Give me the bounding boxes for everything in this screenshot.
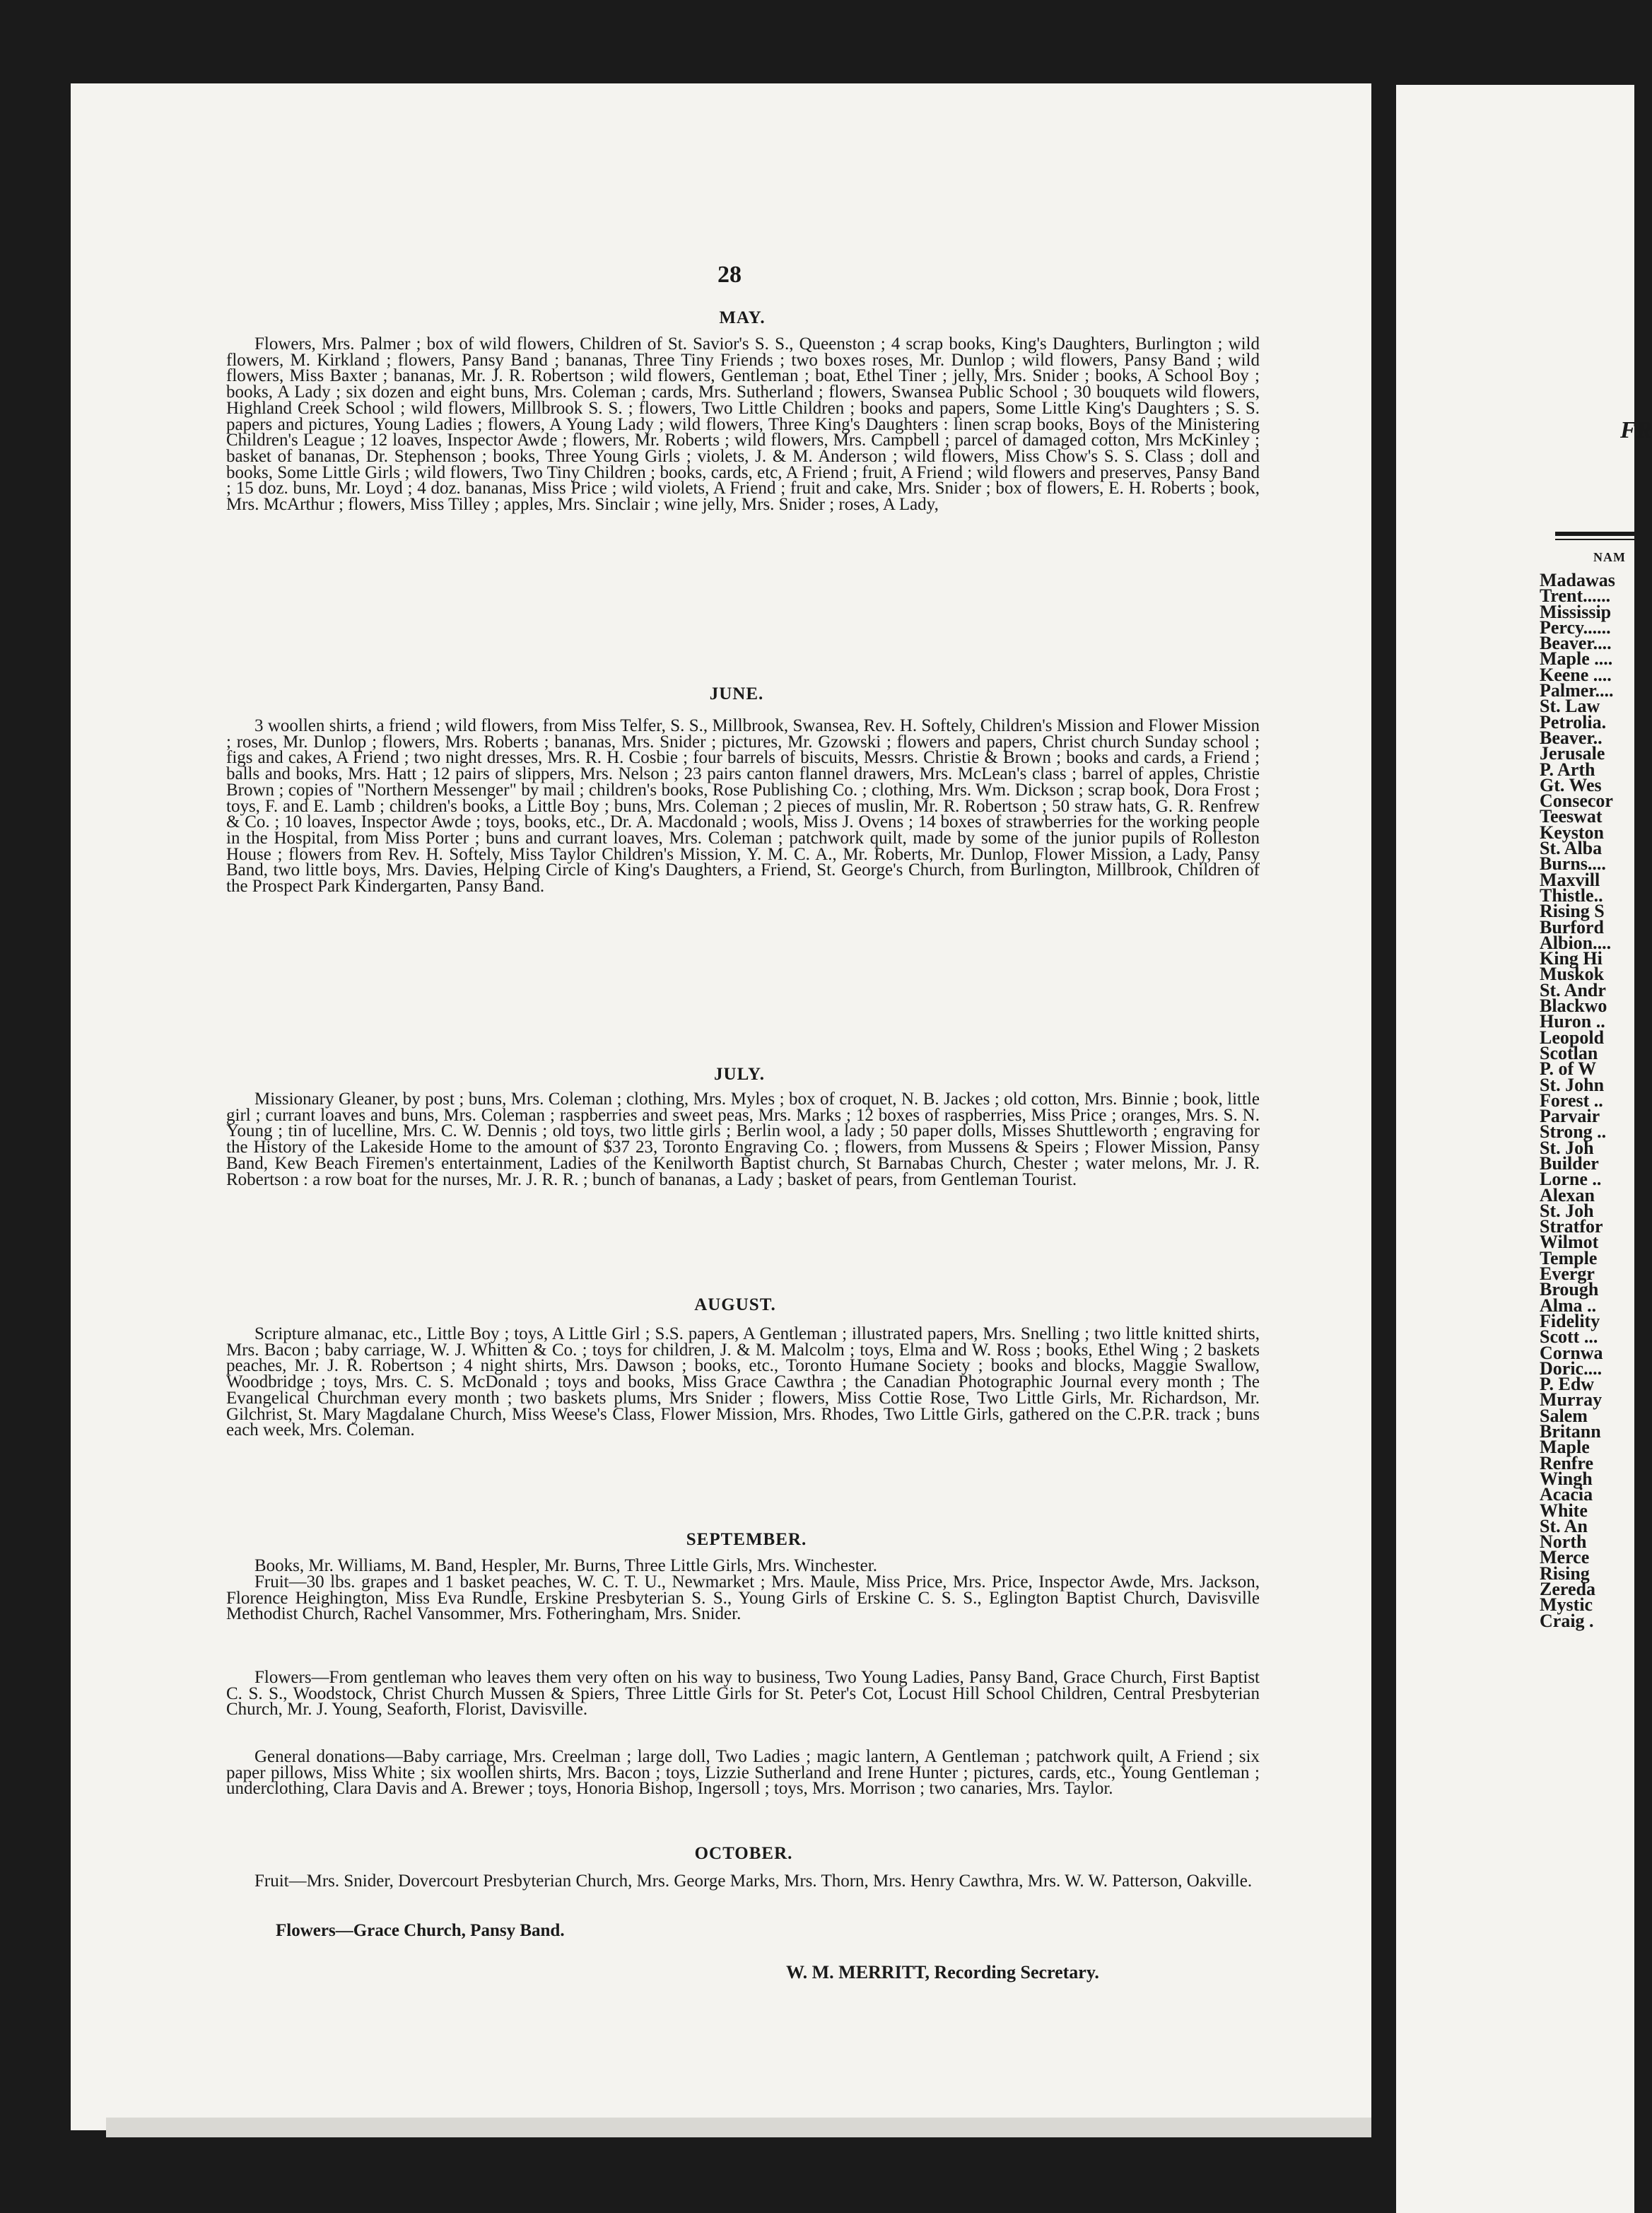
name-list-item: P. Arth <box>1540 759 1595 780</box>
name-list-item: Craig . <box>1540 1610 1594 1631</box>
name-list-item: Salem <box>1540 1405 1588 1426</box>
name-list-item: Palmer.... <box>1540 680 1614 701</box>
name-list-item: Consecor <box>1540 790 1613 812</box>
august-paragraph: Scripture almanac, etc., Little Boy ; toys, A Little Girl ; S.S. papers, A Gentleman ; illustrated papers, Mrs. Snelling ; two little knitted shirts, Mrs. Bacon ; baby carriage, W. J. Whitten & Co. ; toys for children, J. & M. Malcolm ; toys, Elma and W. Ross ; books, Ethel Wing ; 2 baskets peaches, Mr. J. R. Robertson ; 4 night shirts, Mrs. Dawson ; books, etc., Toronto Humane Society ; books and blocks, Maggie Swallow, Woodbridge ; toys, Mrs. C. S. McDonald ; toys and books, Miss Grace Cawthra ; the Canadian Photographic Journal every month ; The Evangelical Churchman every month ; two baskets plums, Mrs Snider ; flowers, Miss Cottie Rose, Two Little Girls, Mr. Richardson, Mr. Gilchrist, St. Mary Magdalane Church, Miss Weese's Class, Flower Mission, Mrs. Rhodes, Two Little Girls, gathered on the C.P.R. track ; buns each week, Mrs. Coleman. <box>226 1324 1260 1440</box>
name-list-item: Scotlan <box>1540 1042 1598 1063</box>
name-list-item: Maxvill <box>1540 869 1600 890</box>
name-list-item: Britann <box>1540 1421 1601 1442</box>
month-heading-october: OCTOBER. <box>694 1844 793 1863</box>
name-list-item: Builder <box>1540 1152 1599 1174</box>
name-list-item: St. Law <box>1540 696 1600 717</box>
name-list-item: Keene .... <box>1540 664 1612 685</box>
name-list-item: Maple .... <box>1540 648 1613 670</box>
october-paragraph-fruit: Fruit—Mrs. Snider, Dovercourt Presbyterian Church, Mrs. George Marks, Mrs. Thorn, Mrs. Henry Cawthra, Mrs. W. W. Patterson, Oakville. <box>254 1872 1253 1891</box>
name-list-item: Merce <box>1540 1547 1590 1568</box>
name-list-item: Trent...... <box>1540 585 1611 607</box>
name-list-item: Cornwa <box>1540 1342 1603 1363</box>
name-list-item: P. Edw <box>1540 1374 1595 1395</box>
june-paragraph: 3 woollen shirts, a friend ; wild flowers, from Miss Telfer, S. S., Millbrook, Swansea, Rev. H. Softely, Children's Mission and Flower Mission ; roses, Mr. Dunlop ; flowers, Mrs. Roberts ; bananas, Mrs. Snider ; pictures, Mr. Gzowski ; flowers and papers, Christ church Sunday school ; figs and cakes, A Friend ; two night dresses, Mrs. R. H. Cosbie ; four barrels of biscuits, Messrs. Christie & Brown ; books and cards, a Friend ; balls and books, Mrs. Hatt ; 12 pairs of slippers, Mrs. Nelson ; 23 pairs canton flannel drawers, Mrs. McLean's class ; barrel of apples, Christie Brown ; copies of "Northern Messenger" by mail ; children's books, Rose Publishing Co. ; clothing, Mrs. Wm. Dickson ; scrap book, Dora Frost ; toys, F. and E. Lamb ; children's books, a Little Boy ; buns, Mrs. Coleman ; 2 pieces of muslin, Mr. R. Robertson ; 50 straw hats, G. R. Renfrew & Co. ; 10 loaves, Inspector Awde ; toys, books, etc., Dr. A. Macdonald ; wools, Miss J. Ovens ; 14 boxes of strawberries for the working people in the Hospital, from Miss Porter ; buns and currant loaves, Mrs. Coleman ; patchwork quilt, made by some of the junior pupils of Rolleston House ; flowers from Rev. H. Softely, Miss Taylor Children's Mission, Y. M. C. A., Mr. Roberts, Mr. Dunlop, Flower Mission, a Lady, Pansy Band, two little boys, Mrs. Davies, Helping Circle of King's Daughters, a Friend, St. George's Church, from Burlington, Millbrook, Children of the Prospect Park Kindergarten, Pansy Band. <box>226 716 1260 897</box>
name-list-item: Parvair <box>1540 1106 1600 1127</box>
name-list-item: Strong .. <box>1540 1121 1607 1143</box>
september-paragraph-fruit: Fruit—30 lbs. grapes and 1 basket peaches, W. C. T. U., Newmarket ; Mrs. Maule, Miss Price, Mrs. Price, Inspector Awde, Mrs. Jackson, Florence Heighington, Miss Eva Rundle, Erskine Presbyterian S. S., Young Girls of Erskine C. S. S., Eglington Baptist Church, Davisville Methodist Church, Rachel Vansommer, Mrs. Fotheringham, Mrs. Snider. <box>226 1572 1260 1624</box>
name-list-item: Teeswat <box>1540 806 1603 827</box>
name-list-item: Madawas <box>1540 570 1615 590</box>
month-heading-may: MAY. <box>719 308 766 327</box>
right-page-name-list <box>1540 570 1615 1631</box>
page-number: 28 <box>717 262 742 288</box>
name-list-item: Burford <box>1540 916 1604 938</box>
name-list-item: Leopold <box>1540 1027 1605 1048</box>
name-list-item: St. John <box>1540 1074 1605 1095</box>
name-list-item: Beaver.. <box>1540 727 1603 748</box>
name-list-item: St. Joh <box>1540 1200 1594 1221</box>
name-list-item: Acacia <box>1540 1484 1593 1505</box>
name-list-item: North <box>1540 1531 1587 1553</box>
right-page-rule <box>1555 532 1634 536</box>
name-list-item: Albion.... <box>1540 932 1612 953</box>
month-heading-july: JULY. <box>714 1065 765 1084</box>
right-page-header: FR <box>1620 417 1652 443</box>
name-list-item: St. Andr <box>1540 979 1606 1000</box>
name-list-item: Jerusale <box>1540 743 1605 764</box>
month-heading-june: JUNE. <box>709 684 764 703</box>
name-list-item: St. An <box>1540 1515 1588 1536</box>
name-list-item: Maple <box>1540 1437 1590 1458</box>
name-list-item: Keyston <box>1540 822 1604 843</box>
name-list-item: Blackwo <box>1540 995 1607 1017</box>
name-list-item: Alma .. <box>1540 1295 1597 1316</box>
name-list-item: Thistle.. <box>1540 884 1603 906</box>
right-page-rule-thin <box>1555 539 1634 540</box>
name-list-item: Gt. Wes <box>1540 774 1602 795</box>
july-paragraph: Missionary Gleaner, by post ; buns, Mrs. Coleman ; clothing, Mrs. Myles ; box of croquet, N. B. Jackes ; old cotton, Mrs. Binnie ; book, little girl ; currant loaves and buns, Mrs. Coleman ; raspberries and sweet peas, Mrs. Marks ; 12 boxes of raspberries, Miss Price ; oranges, Mrs. S. N. Young ; tin of lucelline, Mrs. C. W. Dennis ; old toys, two little girls ; Berlin wool, a lady ; 50 paper dolls, Misses Shuttleworth ; engraving for the History of the Lakeside Home to the amount of $37 23, Toronto Engraving Co. ; flowers, from Mussens & Speirs ; Flower Mission, Pansy Band, Kew Beach Firemen's entertainment, Ladies of the Kenilworth Baptist church, St Barnabas Church, Chester ; water melons, Mr. J. R. Robertson : a row boat for the nurses, Mr. J. R. R. ; bunch of bananas, a Lady ; basket of pears, from Gentleman Tourist. <box>226 1090 1260 1189</box>
name-list-item: Huron .. <box>1540 1011 1605 1032</box>
name-list-item: Burns.... <box>1540 853 1606 875</box>
name-list-item: Brough <box>1540 1279 1599 1300</box>
month-heading-september: SEPTEMBER. <box>686 1530 807 1549</box>
name-list-item: Rising S <box>1540 901 1605 922</box>
name-list-item: White <box>1540 1500 1588 1521</box>
name-list-item: St. Joh <box>1540 1137 1594 1158</box>
name-list-item: Rising <box>1540 1563 1590 1584</box>
name-list-item: Doric.... <box>1540 1357 1603 1379</box>
name-list-item: Renfre <box>1540 1452 1594 1473</box>
name-list-item: Muskok <box>1540 964 1605 985</box>
name-list-item: Fidelity <box>1540 1310 1600 1331</box>
name-list-item: Stratfor <box>1540 1216 1603 1237</box>
name-list-item: P. of W <box>1540 1058 1597 1080</box>
name-list-item: King Hi <box>1540 948 1603 969</box>
name-list-item: Beaver.... <box>1540 633 1612 654</box>
name-list-item: St. Alba <box>1540 838 1603 859</box>
name-list-item: Mississip <box>1540 601 1612 622</box>
name-list-item: Percy...... <box>1540 617 1611 638</box>
name-list-item: Mystic <box>1540 1594 1593 1616</box>
month-heading-august: AUGUST. <box>694 1295 776 1314</box>
name-list-item: Temple <box>1540 1247 1598 1268</box>
left-page-edge <box>106 2118 1371 2137</box>
name-list-item: Zereda <box>1540 1579 1595 1599</box>
right-page-column-header: NAM <box>1593 550 1626 564</box>
name-list-item: Alexan <box>1540 1184 1595 1205</box>
name-list-item: Wingh <box>1540 1468 1593 1489</box>
september-paragraph-general: General donations—Baby carriage, Mrs. Creelman ; large doll, Two Ladies ; magic lantern, A Gentleman ; patchwork quilt, A Friend ; six paper pillows, Miss White ; six woollen shirts, Mrs. Bacon ; toys, Lizzie Sutherland and Irene Hunter ; pictures, cards, etc., Young Gentleman ; underclothing, Clara Davis and A. Brewer ; toys, Honoria Bishop, Ingersoll ; toys, Mrs. Morrison ; two canaries, Mrs. Taylor. <box>226 1747 1260 1799</box>
october-paragraph-flowers: Flowers—Grace Church, Pansy Band. <box>276 1921 565 1940</box>
name-list-item: Wilmot <box>1540 1232 1599 1253</box>
september-paragraph-books: Books, Mr. Williams, M. Band, Hespler, Mr. Burns, Three Little Girls, Mrs. Winchester. <box>254 1556 877 1575</box>
september-paragraph-flowers: Flowers—From gentleman who leaves them very often on his way to business, Two Young Ladies, Pansy Band, Grace Church, First Baptist C. S. S., Woodstock, Christ Church Mussen & Spiers, Three Little Girls for St. Peter's Cot, Locust Hill School Children, Central Presbyterian Church, Mr. J. Young, Seaforth, Florist, Davisville. <box>226 1668 1260 1719</box>
name-list-item: Evergr <box>1540 1263 1595 1285</box>
name-list-item: Petrolia. <box>1540 711 1607 732</box>
signature: W. M. MERRITT, Recording Secretary. <box>786 1962 1099 1983</box>
name-list-item: Scott ... <box>1540 1326 1598 1348</box>
name-list-item: Lorne .. <box>1540 1169 1602 1190</box>
may-paragraph: Flowers, Mrs. Palmer ; box of wild flowers, Children of St. Savior's S. S., Queenston ; 4 scrap books, King's Daughters, Burlington ; wild flowers, M. Kirkland ; flowers, Pansy Band ; bananas, Three Tiny Friends ; two boxes roses, Mr. Dunlop ; wild flowers, Pansy Band ; wild flowers, Miss Baxter ; bananas, Mr. J. R. Robertson ; wild flowers, Gentleman ; boat, Ethel Tiner ; jelly, Mrs. Snider ; books, A School Boy ; books, A Lady ; six dozen and eight buns, Mrs. Coleman ; cards, Mrs. Sutherland ; flowers, Swansea Public School ; 30 bouquets wild flowers, Highland Creek School ; wild flowers, Millbrook S. S. ; flowers, Two Little Children ; books and papers, Some Little King's Daughters ; S. S. papers and pictures, Young Ladies ; flowers, A Young Lady ; wild flowers, Three King's Daughters : linen scrap books, Boys of the Ministering Children's League ; 12 loaves, Inspector Awde ; flowers, Mr. Roberts ; wild flowers, Mrs. Campbell ; parcel of damaged cotton, Mrs McKinley ; basket of bananas, Dr. Stephenson ; books, Three Young Girls ; violets, J. & M. Anderson ; wild flowers, Miss Chow's S. S. Class ; doll and books, Some Little Girls ; wild flowers, Two Tiny Children ; books, cards, etc, A Friend ; fruit, A Friend ; wild flowers and preserves, Pansy Band ; 15 doz. buns, Mr. Loyd ; 4 doz. bananas, Miss Price ; wild violets, A Friend ; fruit and cake, Mrs. Snider ; box of flowers, E. H. Roberts ; book, Mrs. McArthur ; flowers, Miss Tilley ; apples, Mrs. Sinclair ; wine jelly, Mrs. Snider ; roses, A Lady, <box>226 334 1260 515</box>
name-list-item: Murray <box>1540 1389 1603 1411</box>
name-list-item: Forest .. <box>1540 1090 1603 1111</box>
